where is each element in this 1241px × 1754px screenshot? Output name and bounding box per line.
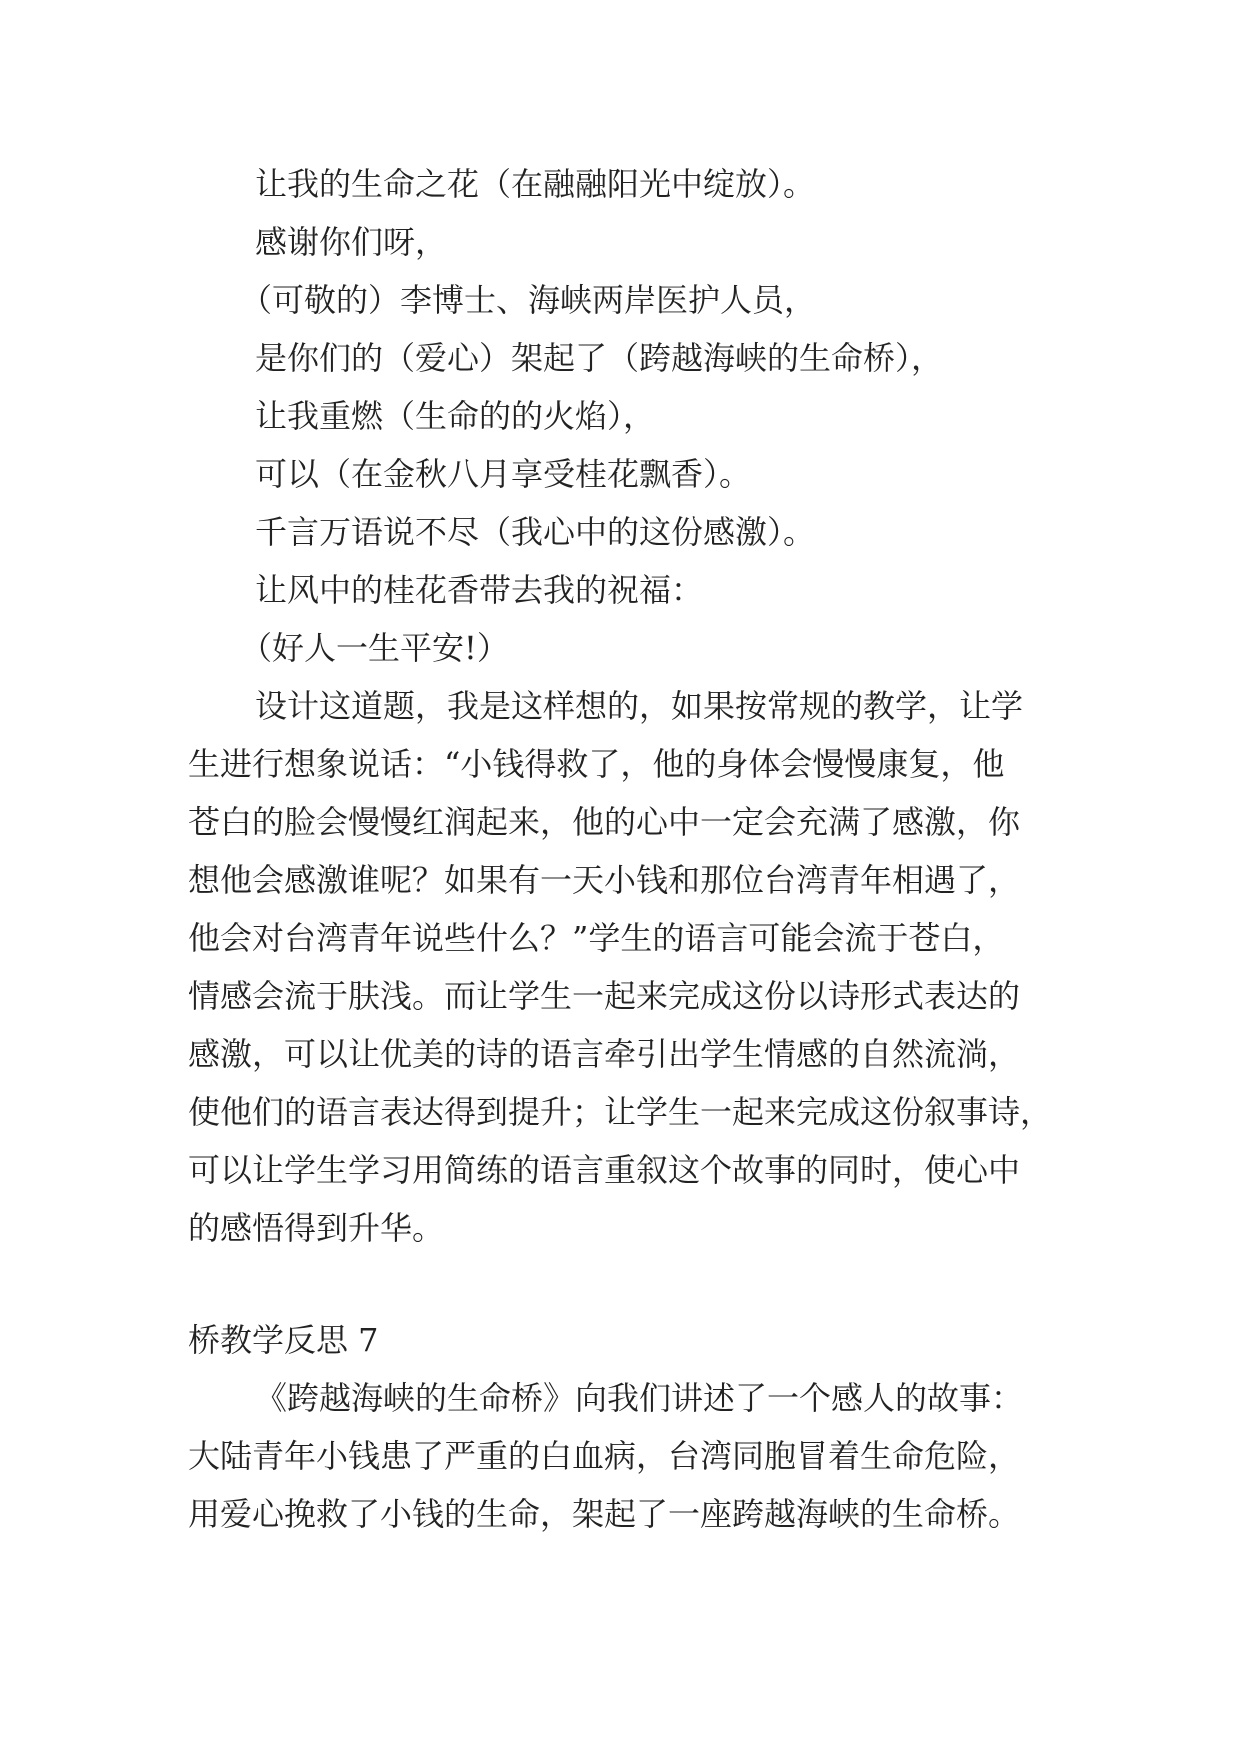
poem-line-4: 是你们的（爱心）架起了（跨越海峡的生命桥）， <box>255 339 944 377</box>
section-line-2: 大陆青年小钱患了严重的白血病，台湾同胞冒着生命危险， <box>188 1437 1021 1475</box>
paragraph-line-5: 他会对台湾青年说些什么？”学生的语言可能会流于苍白， <box>188 919 1005 957</box>
section-line-3: 用爱心挽救了小钱的生命，架起了一座跨越海峡的生命桥。 <box>188 1495 1021 1533</box>
paragraph-line-6: 情感会流于肤浅。而让学生一起来完成这份以诗形式表达的 <box>188 977 1021 1015</box>
poem-line-2: 感谢你们呀， <box>255 223 448 261</box>
section-line-1: 《跨越海峡的生命桥》向我们讲述了一个感人的故事： <box>255 1379 1024 1417</box>
poem-line-8: 让风中的桂花香带去我的祝福： <box>255 571 704 609</box>
poem-line-5: 让我重燃（生命的的火焰）， <box>255 397 656 435</box>
poem-line-1: 让我的生命之花（在融融阳光中绽放）。 <box>255 165 816 203</box>
poem-line-6: 可以（在金秋八月享受桂花飘香）。 <box>255 455 752 493</box>
paragraph-line-4: 想他会感激谁呢？如果有一天小钱和那位台湾青年相遇了， <box>188 861 1021 899</box>
section-heading: 桥教学反思 7 <box>188 1321 379 1359</box>
paragraph-line-2: 生进行想象说话：“小钱得救了，他的身体会慢慢康复，他 <box>188 745 1005 783</box>
paragraph-line-7: 感激，可以让优美的诗的语言牵引出学生情感的自然流淌， <box>188 1035 1021 1073</box>
paragraph-line-1: 设计这道题，我是这样想的，如果按常规的教学，让学 <box>255 687 1024 725</box>
paragraph-line-9: 可以让学生学习用简练的语言重叙这个故事的同时，使心中 <box>188 1151 1021 1189</box>
paragraph-line-8: 使他们的语言表达得到提升；让学生一起来完成这份叙事诗， <box>188 1093 1053 1131</box>
paragraph-line-3: 苍白的脸会慢慢红润起来，他的心中一定会充满了感激，你 <box>188 803 1021 841</box>
poem-line-9: （好人一生平安!） <box>240 629 509 667</box>
poem-line-3: （可敬的）李博士、海峡两岸医护人员， <box>240 281 817 319</box>
poem-line-7: 千言万语说不尽（我心中的这份感激）。 <box>255 513 816 551</box>
paragraph-line-10: 的感悟得到升华。 <box>188 1209 445 1247</box>
